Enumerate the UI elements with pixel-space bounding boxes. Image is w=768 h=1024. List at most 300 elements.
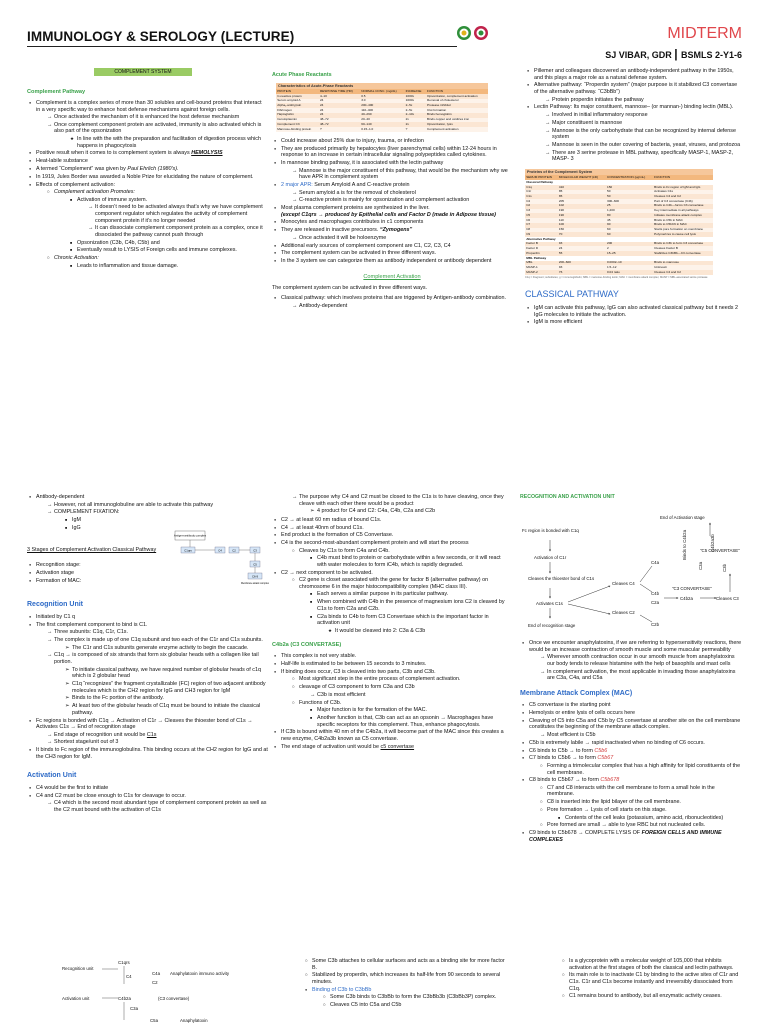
apr-table-grid [276, 89, 488, 132]
c4b2a-label: C4b2a [680, 596, 693, 602]
list-item: ● The complement system can be activated in three different ways. [272, 250, 512, 257]
table-cell: 200–400 [361, 103, 374, 108]
p3-c5a-label: C5a [150, 1018, 159, 1023]
list-item: ● C4 → at least 40nm of bound C1s. [272, 525, 508, 532]
mini-c1qrs: C1qrs [184, 548, 192, 553]
table-cell: Cleaves C4 and C2 [654, 269, 681, 274]
list-item: ■ Opsonization (C3b, C4b, C5b) and [68, 240, 267, 247]
table-cell: Opsonization, complement activation [427, 93, 478, 98]
table-cell: C1r [526, 189, 532, 194]
table-cell: Binds copper and oxidizes iron [427, 117, 470, 122]
table-cell: 100 [558, 222, 565, 227]
table-cell: C3 [526, 208, 531, 213]
list-item: ● C2 → next component to be activated. ○ C2 gene is closet associated with the gene for factor B (alternative pathway) on chromosome 6 in the major histocompatibility complex (MHC class III). ■ Each serves a similar purpose in its particular pathway. ■ When combined with C4b in the presence of magnesium ions C2 is cleaved by C1s to form C2a and C2b. ■ C2a binds to C4b to form C3 Convertase which is the important factor in activation unit ★ It would be cleaved into 2: C3a & C3b [272, 570, 508, 635]
author-line [605, 47, 742, 62]
list-item: ○ Chronic Activation: ■ Leads to inflammation and tissue damage. [45, 255, 267, 269]
table-cell: MBL [526, 260, 533, 265]
list-item: ● Initiated by C1 q [27, 614, 272, 621]
p3-anaph-label: Anaphylatoxin immuno activity [170, 971, 230, 976]
table-cell: Opsonization, lysis [427, 121, 453, 126]
list-item: → Mannose is the major constituent of this pathway, that would be the mechanism why we have APR in complement system [290, 168, 512, 181]
table-header-cell: SERUM PROTEIN [526, 175, 552, 180]
table-cell: 150 [606, 184, 613, 189]
table-cell: Unknown [654, 265, 668, 270]
table-cell: 50 [606, 194, 611, 198]
list-item: ■ Each serves a similar purpose in its particular pathway. [308, 591, 508, 598]
c2a-label: C2a [651, 600, 660, 606]
mini-c2: C2 [232, 548, 236, 553]
list-item: ■ IgM [63, 517, 272, 524]
table-cell: C-reactive protein [277, 93, 302, 98]
table-cell: 85 [558, 194, 563, 198]
list-item: → It can dissociate complement component protein as a complex, once it dissociated the pathway cannot push through [86, 225, 267, 238]
table-cell: 20–40 [361, 117, 370, 122]
apr-table [276, 83, 488, 132]
list-item: ● C9 binds to C5b678 → COMPLETE LYSIS OF FOREIGN CELLS AND IMMUNE COMPLEXES [520, 830, 742, 843]
c5-convertase-label: "C5 CONVERTASE" [700, 548, 740, 554]
list-item: ● Binding of C3b to C3bBb ○ Some C3b binds to C3bBb to form the C3bBb3b (C3bBb3P) complex. ○ Cleaves C5 into C5a and C5b [303, 987, 508, 1009]
list-item: ● Heat-labile substance [27, 158, 267, 165]
list-item: → There are 3 serine protease in MBL pathway, specifically MASP-1, MASP-2, MASP- 3 [543, 150, 743, 163]
table-header-cell: RESPONSE TIME (HR) [319, 88, 353, 93]
list-item: → End stage of recognition unit would be C1s [45, 732, 272, 739]
author-section: BSMLS 2-Y1-6 [680, 50, 742, 60]
table-cell: C1q [526, 184, 532, 189]
list-item: → C-reactive protein is mainly for opsonization and complement activation [290, 197, 512, 204]
table-cell: 15–25 [606, 250, 616, 255]
p3-c4a-label: C4a [152, 971, 161, 976]
table-cell: 90 [606, 222, 611, 227]
table-cell: C8 [526, 227, 531, 232]
table-cell: Cleaves C4 and C2 [654, 194, 681, 198]
list-item: → Major constituent is mannose [543, 120, 743, 127]
list-item: → In complement activation, the most applicable in invading those anaphylatoxins are C3a, C4a, and C5a [538, 669, 742, 682]
list-item: ➢ The C1r and C1s subunits generate enzyme activity to begin the cascade. [63, 645, 272, 652]
list-item: ■ Eventually result to LYSIS of Foreign cells and immune complexes. [68, 247, 267, 254]
proteins-table-footnote: C1q = Fragment; substitutes; g = immunoglobulin; MBL = mannose-binding lectin; MAC = membrane attack complex; MASP = MBL-associated serine protease [525, 275, 708, 279]
table-cell: 93 [558, 241, 563, 246]
table-cell: 2x [405, 121, 409, 126]
table-cell: Removal of cholesterol [427, 98, 459, 103]
list-item: ● Lectin Pathway: Its major constituent, mannose– (or mannan-) binding lectin (MBL). → Involved in initial inflammatory response → Major constituent is mannose → Mannose is the only carbohydrate that can be recognized by internal defense system → Mannose is seen in the outer covering of bacteria, yeast, viruses, and protozoa → There are 3 serine protease in MBL pathway, specifically MASP-1, MASP-2, MASP- 3 [525, 104, 743, 163]
list-item: ○ Forming a trimolecular complex that has a high affinity for lipid constituents of the cell membrane. [538, 763, 742, 776]
list-item: → Antibody-dependent [290, 303, 512, 310]
c4a-label: C4a [651, 560, 660, 566]
table-cell: 24 [319, 98, 324, 103]
list-item: ● In the 3 system we can categorize them as antibody independent or antibody dependent [272, 258, 512, 265]
list-item: ● Could increase about 25% due to injury, trauma, or infection [272, 138, 512, 145]
table-cell: 2 [606, 246, 609, 251]
table-cell: C9 [526, 231, 531, 236]
list-item: ○ cleavage of C3 component to form C3a and C3b → C3b is most efficient [290, 684, 508, 698]
table-cell: 48–72 [319, 121, 329, 126]
list-item: ★ In line with the with the preparation and facilitation of digestion process which happens in phagocytosis [68, 136, 267, 149]
midterm-label: MIDTERM [667, 25, 742, 42]
table-cell: 60–140 [361, 121, 372, 126]
table-cell: Mannose-binding protein [277, 126, 312, 131]
table-cell: Fibrinogen [277, 107, 292, 112]
table-cell: 0.0002–10 [606, 260, 622, 265]
table-cell: 24 [319, 107, 324, 112]
complement-activation-text: The complement system can be activated in three different ways. [272, 284, 428, 291]
list-item: ● 2 major APR: Serum Amyloid A and C-reactive protein → Serum amyloid a is for the removal of cholesterol → C-reactive protein is mainly for opsonization and complement activation [272, 182, 512, 204]
list-item: ● IgM is more efficient [525, 319, 743, 326]
list-item: ○ C1 remains bound to antibody, but all enzymatic activity ceases. [560, 993, 742, 1000]
stages-heading: 3 Stages of Complement Activation Classical Pathway [27, 547, 157, 554]
list-item: ● Formation of MAC: [27, 578, 147, 585]
p1-col3 [525, 68, 743, 327]
table-cell: Serum amyloid A [277, 98, 301, 103]
list-item: ● Once we encounter anaphylatoxins, if we are referring to hypersensitivity reactions, there would be an increase contraction of smooth muscle and some muscular permeability → Wherever smooth contraction occur in our smooth muscle from anaphylatoxins our body tends to release histamine with the help of basophils and mast cells → In complement activation, the most applicable in invading those anaphylatoxins are C3a, C4a, and C5a [520, 640, 742, 682]
p3-c4-label: C4 [126, 974, 132, 979]
mini-c3: C3 [253, 548, 257, 553]
table-cell: 2–10x [405, 112, 415, 117]
section-complement-pathway: Complement Pathway [27, 89, 86, 96]
table-cell: 55 [558, 250, 563, 255]
table-cell: C5 [526, 212, 531, 217]
table-cell: Complement activation [427, 126, 459, 131]
table-cell: Properdin [526, 250, 540, 255]
section-activation-unit: Activation Unit [27, 772, 77, 780]
table-cell: Initiates membrane attack complex [654, 212, 702, 217]
c3-convertase-label: "C3 CONVERTASE" [672, 586, 712, 592]
table-cell: Binds to C5bC6 in MAC [654, 222, 687, 227]
table-header-cell: PROTEIN [277, 88, 291, 93]
c2b-label: C2b [651, 622, 660, 628]
list-item: ● This complex is not very stable. [272, 653, 508, 660]
table-group-label: Classical Pathway [526, 179, 554, 184]
table-cell: Binds to C4b—forms C3 convertase [654, 203, 704, 208]
p3-col3 [560, 958, 742, 1001]
table-cell: Binds hemoglobin [427, 112, 452, 117]
p3-c2-label: C2 [152, 980, 158, 985]
table-cell: ? [405, 126, 408, 131]
list-item: ○ Stabilized by properdin, which increases its half-life from 90 seconds to several minutes. [303, 972, 508, 985]
list-item: ■ When combined with C4b in the presence of magnesium ions C2 is cleaved by C1s to form C2a and C2b. [308, 599, 508, 612]
table-cell: 3.0 [361, 98, 366, 103]
table-cell: C2 [526, 203, 531, 208]
table-cell: 80 [606, 212, 611, 217]
list-item: ○ Most significant step in the entire process of complement activation. [290, 676, 508, 683]
list-item: ○ Some C3b binds to C3bBb to form the C3bBb3b (C3bBb3P) complex. [321, 994, 508, 1001]
table-group-label: MBL Pathway [526, 255, 547, 260]
list-item: ➢ C1q “recognizes” the fragment crystallizable (FC) region of two adjacent antibody molecules which is the CH2 region for IgG and CH3 region for IgM [63, 681, 272, 694]
list-item: → Serum amyloid a is for the removal of cholesterol [290, 190, 512, 197]
list-item: → Most efficient is C5b [538, 732, 742, 739]
end-recognition-label: End of recognition stage [528, 623, 576, 629]
mini-c69: C6-9 [251, 574, 259, 579]
table-cell: 110 [558, 217, 564, 222]
fc-bonded-label: Fc region is bonded with C1q [522, 528, 579, 534]
list-item: ○ Pore formation → Lysis of cell starts on this stage. ■ Contents of the cell leaks (potassium, amino acid, ribonucleotides) [538, 807, 742, 821]
list-item: ● Alternative pathway: “Properdin system” (major purpose is it stabilized C3 convertase of the alternative pathway. “C3bBb”) → Protein properdin initiates the pathway [525, 82, 743, 103]
list-item: ● End product is the formation of C5 Convertase. [272, 532, 508, 539]
table-cell: 300–600 [606, 198, 620, 203]
list-item: → Once complement component protein are activated, immunity is also activated which is also part of the opsonization ★ In line with the with the preparation and facilitation of digestion process which happens in phagocytosis [45, 122, 267, 149]
list-item: ● C5b is extremely labile → rapid inactivated when no binding of C6 occurs. [520, 740, 742, 747]
table-cell: Clot formation [427, 107, 447, 112]
list-item: ○ Its main role is to inactivate C1 by binding to the active sites of C1r and C1s. C1r and C1s become instantly and irreversibly dissociated from C1q. [560, 972, 742, 992]
recognition-activation-diagram [520, 502, 742, 634]
list-item: ● They are produced primarily by hepatocytes (liver parenchymal cells) within 12-24 hours in response to an increase in certain intracellular signaling polypeptides called cytokines. [272, 146, 512, 159]
proteins-table [525, 169, 713, 279]
section-recognition-activation: RECOGNITION AND ACTIVATION UNIT [520, 494, 615, 500]
table-cell: Part of C3 convertase (C4b) [654, 198, 693, 203]
table-row [276, 127, 488, 132]
apr-table-caption: Characteristics of Acute-Phase Reactants [276, 83, 488, 90]
table-cell: 102 [558, 203, 565, 208]
author-name: SJ VIBAR, GDR [605, 50, 672, 60]
list-item: ● Half-life is estimated to be between 15 seconds to 3 minutes. [272, 661, 508, 668]
table-cell: MASP-1 [526, 265, 538, 270]
list-item: → C1q → is composed of six strands that form six globular heads with a collagen like tail portion. ➢ To initiate classical pathway, we have required number of globular heads of c1q which is 2 globular head ➢ C1q “recognizes” the fragment crystallizable (FC) region of two adjacent antibody molecules which is the CH2 region for IgG and CH3 region for IgM ➢ Binds to the Fc portion of the antibody. ➢ At least two of the globular heads of C1q must be bound to initiate the classical pathway. [45, 652, 272, 716]
table-cell: 190 [558, 208, 565, 213]
list-item: ● Most plasma complement proteins are synthesized in the liver. (except C1qrs → produced by Epithelial cells and Factor D (made in Adipose tissue) [272, 205, 512, 218]
list-item: ● IgM can activate this pathway, IgG can also activated classical pathway but it needs 2 IgG molecules to initiate the activation. [525, 305, 743, 318]
list-item: → COMPLEMENT FIXATION: ■ IgM ■ IgG [45, 509, 272, 531]
table-cell: 76 [558, 269, 563, 274]
table-cell: 2–5x [405, 103, 413, 108]
list-item: ● Positive result when it comes to is complement system is always HEMOLYSIS [27, 150, 267, 157]
table-cell: 85 [558, 189, 563, 194]
table-header-cell: NORMAL CONC. (mg/dL) [361, 88, 397, 93]
p2-col2 [272, 494, 508, 751]
list-item: ● C4 and C2 must be close enough to C1s for cleavage to occur. → C4 which is the second most abundant type of complement component protein as well as the C2 must bound with the activation of C1s [27, 793, 272, 814]
list-item: → It doesn’t need to be activated always that’s why we have complement component regulator which regulates the activity of complement component protein if it’s no longer needed [86, 204, 267, 224]
table-cell: 25 [606, 203, 611, 208]
list-item: → Protein properdin initiates the pathway [543, 97, 743, 104]
activation-unit-label: Activation unit [62, 996, 90, 1001]
list-item: ● Antibody-dependent → However, not all immunoglobuline are able to activate this pathway → COMPLEMENT FIXATION: ■ IgM ■ IgG [27, 494, 272, 531]
binds-c4b2a-label: Binds to C4b2a [682, 530, 687, 561]
table-cell: 1000x [405, 98, 415, 103]
list-item: ■ Major function is for the formation of the MAC. [308, 707, 508, 714]
list-item: → However, not all immunoglobuline are able to activate this pathway [45, 502, 272, 509]
list-item: ○ C7 and C8 interacts with the cell membrane to form a small hole in the membrane. [538, 785, 742, 798]
table-cell: 205 [558, 198, 565, 203]
list-item: ● C4 is the second-most-abundant complement protein and will start the process ○ Cleaves by C1s to form C4a and C4b. ■ C4b must bind to protein or carbohydrate within a few seconds, or it will react with water molecules to form iC4b, which is rapidly degraded. [272, 540, 508, 568]
list-item: → Once activated it will be holoenzyme [290, 235, 512, 242]
table-cell: 60 [606, 227, 611, 232]
list-item: ○ C2 gene is closet associated with the gene for factor B (alternative pathway) on chromosome 6 in the major histocompatibility complex (MHC class III). ■ Each serves a similar purpose in its particular pathway. ■ When combined with C4b in the presence of magnesium ions C2 is cleaved by C1s to form C2a and C2b. ■ C2a binds to C4b to form C3 Convertase which is the important factor in activation unit ★ It would be cleaved into 2: C3a & C3b [290, 577, 508, 634]
table-cell: MASP-2 [526, 269, 538, 274]
table-cell: 70 [558, 231, 563, 236]
list-item: ● C7 binds to C5b6 → to form C5b67 ○ Forming a trimolecular complex that has a high affinity for lipid constituents of the cell membrane. [520, 755, 742, 776]
list-item: ● C2 → at least 60 nm radius of bound C1s. [272, 517, 508, 524]
table-cell: C4 [526, 198, 531, 203]
list-item: ● Effects of complement activation: ○ Complement activation Promotes: ■ Activation of immune system. → It doesn’t need to be activated always that’s why we have complement component regulator which regulates the activity of complement component protein if it’s no longer needed → It can dissociate complement component protein as a complex, once it dissociated the pathway cannot push through ■ Opsonization (C3b, C4b, C5b) and ■ Eventually result to LYSIS of Foreign cells and immune complexes. ○ Chronic Activation: ■ Leads to inflammation and tissue damage. [27, 182, 267, 270]
list-item: ● C4 would be the first to initiate [27, 785, 272, 792]
list-item: ● The first complement component to bind is C1. → Three subunits: C1q, C1r, C1s. → The complex is made up of one C1q subunit and two each of the C1r and C1s subunits. ➢ The C1r and C1s subunits generate enzyme activity to begin the cascade. → C1q → is composed of six strands that form six globular heads with a collagen like tail portion. ➢ To initiate classical pathway, we have required number of globular heads of c1q which is 2 globular head ➢ C1q “recognizes” the fragment crystallizable (FC) region of two adjacent antibody molecules which is the CH2 region for IgG and CH3 region for IgM ➢ Binds to the Fc portion of the antibody. ➢ At least two of the globular heads of C1q must be bound to initiate the classical pathway. [27, 622, 272, 717]
page-header [27, 25, 742, 65]
list-item: ● They are released in inactive precursors. “Zymogens” → Once activated it will be holoenzyme [272, 227, 512, 241]
table-cell: 24 [319, 112, 324, 117]
table-cell: 0.04 ratio [606, 269, 620, 274]
p3-c3a-label: C3a [130, 1006, 139, 1011]
list-item: ○ Cleaves by C1s to form C4a and C4b. ■ C4b must bind to protein or carbohydrate within a few seconds, or it will react with water molecules to form iC4b, which is rapidly degraded. [290, 548, 508, 569]
section-complement-activation: Complement Activation [363, 273, 421, 280]
list-item: ➢ Binds to the Fc portion of the antibody. [63, 695, 272, 702]
author-divider: | [674, 47, 681, 61]
list-item: ● Fc regions is bonded with C1q → Activation of C1r → Cleaves the thioester bond of C1s → Activates C1s → End of recognition stage → End stage of recognition unit would be C1s → Shortest stage/unit out of 3 [27, 718, 272, 747]
table-cell: Factor B [526, 241, 538, 246]
table-cell: 110–400 [361, 107, 374, 112]
logo-icon [457, 25, 489, 41]
list-item: ● C6 binds to C5b → to form C5b6 [520, 748, 742, 755]
mini-c5: C5 [253, 562, 257, 567]
cleaves-c4-label: Cleaves C4 [612, 581, 635, 587]
table-cell: C1s [526, 194, 532, 198]
list-item: ■ C2a binds to C4b to form C3 Convertase which is the important factor in activation unit ★ It would be cleaved into 2: C3a & C3b [308, 614, 508, 635]
list-item: ● Recognition stage: [27, 562, 147, 569]
table-cell: 0.15–1.0 [361, 126, 374, 131]
document-title: IMMUNOLOGY & SEROLOGY (LECTURE) [27, 29, 295, 44]
list-item: ● In 1919, Jules Border was awarded a Noble Prize for elucidating the nature of complement. [27, 174, 267, 181]
table-cell: 24 [558, 246, 563, 251]
c3a-label: C3a [698, 562, 703, 571]
activates-c1s-label: Activates C1s [536, 601, 563, 607]
table-cell: Binds to mannose [654, 260, 679, 265]
table-cell: C6 [526, 217, 531, 222]
table-cell: C7 [526, 222, 531, 227]
list-item: ○ Cleaves C5 into C5a and C5b [321, 1002, 508, 1009]
list-item: ■ Leads to inflammation and tissue damage. [68, 263, 267, 270]
p3-c4b2a-label: C4b2a [118, 996, 131, 1001]
table-cell: Binds to Fc region of IgM and IgG [654, 184, 701, 189]
end-activation-label: End of Activation stage [660, 515, 705, 521]
list-item: ➢ To initiate classical pathway, we have required number of globular heads of c1q which is 2 globular head [63, 667, 272, 680]
mini-top-label: Antigen-antibody complex [173, 533, 207, 538]
list-item: → Mannose is the only carbohydrate that can be recognized by internal defense system [543, 128, 743, 141]
banner-complement-system: COMPLEMENT SYSTEM [94, 68, 192, 76]
p3-col2 [303, 958, 508, 1010]
proteins-table-grid [525, 175, 713, 274]
proteins-table-caption: Proteins of the Complement System [525, 169, 713, 176]
header-rule [27, 46, 457, 47]
list-item: → The purpose why C4 and C2 must be closed to the C1s is to have cleaving, once they cleave with each other there would be a product ➢ 4 product for C4 and C2: C4a, C4b, C2a and C2b [290, 494, 508, 515]
list-item: ○ Pore formed are small → able to lyse RBC but not nucleated cells. [538, 822, 742, 829]
table-header-cell: MOLECULAR WEIGHT (kD) [558, 175, 598, 180]
c3b-label: C3b [722, 564, 727, 573]
list-item: ● Classical pathway: which involves proteins that are triggered by Antigen-antibody combination. → Antibody-dependent [272, 295, 512, 309]
table-cell: Stabilizes C3bBb—C3 convertase [654, 250, 701, 255]
table-cell: 150 [558, 227, 565, 232]
table-cell: 45 [606, 217, 611, 222]
table-cell: 40–290 [361, 112, 372, 117]
table-cell: 50 [606, 189, 611, 194]
list-item: ○ Complement activation Promotes: ■ Activation of immune system. → It doesn’t need to be activated always that’s why we have complement component regulator which regulates the activity of complement component protein if it’s no longer needed → It can dissociate complement component protein as a complex, once it dissociated the pathway cannot push through ■ Opsonization (C3b, C4b, C5b) and ■ Eventually result to LYSIS of Foreign cells and immune complexes. [45, 189, 267, 254]
list-item: → The complex is made up of one C1q subunit and two each of the C1r and C1s subunits. ➢ The C1r and C1s subunits generate enzyme activity to begin the cascade. [45, 637, 272, 651]
p3-cascade-diagram [60, 958, 300, 1024]
list-item: → Mannose is seen in the outer covering of bacteria, yeast, viruses, and protozoa [543, 142, 743, 149]
mini-c4: C4 [218, 548, 222, 553]
table-cell: 2x [405, 117, 409, 122]
cleaves-thioester-label: Cleaves the thioester bond of C1s [528, 576, 595, 582]
p3-c3-conv-label: (C3 convertase) [158, 996, 190, 1001]
list-item: ● In mannose binding pathway, it is associated with the lectin pathway → Mannose is the major constituent of this pathway, that would be the mechanism why we have APR in complement system [272, 160, 512, 181]
stages-block [27, 535, 272, 587]
p3-c1qrs-label: C1qrs [118, 960, 130, 965]
p2-col3 [520, 494, 742, 845]
table-cell: 48–72 [319, 117, 329, 122]
list-item: ■ C4b must bind to protein or carbohydrate within a few seconds, or it will react with water molecules to form iC4b, which is rapidly degraded. [308, 555, 508, 568]
table-cell: Factor D [526, 246, 539, 251]
list-item: ● Monocytes and macrophages contributes in c1 components [272, 219, 512, 226]
list-item: ➢ At least two of the globular heads of C1q must be bound to initiate the classical pathway. [63, 703, 272, 716]
table-cell: 4–10 [319, 93, 327, 98]
mini-cascade-diagram [165, 529, 270, 587]
table-cell: Activates C1s [654, 189, 674, 194]
table-cell: Haptoglobin [277, 112, 294, 117]
cleaves-c3-label: Cleaves C3 [716, 596, 739, 602]
activation-c1r-label: Activation of C1r [534, 555, 567, 561]
table-group-label: Alternative Pathway [526, 236, 556, 241]
list-item: → C4 which is the second most abundant type of complement component protein as well as the C2 must bound with the activation of C1s [45, 800, 272, 813]
list-item: ● If C3b is bound within 40 nm of the C4b2a, it will become part of the MAC since this creates a new enzyme, C4b2a3b known as C5 convertase. [272, 729, 508, 742]
table-cell: 93 [558, 265, 563, 270]
list-item: ○ Functions of C3b. ■ Major function is for the formation of the MAC. ■ Another function is that, C3b can act as an opsonin → Macrophages have specific receptors for this complement. Thus, enhance phagocytosis. [290, 700, 508, 729]
table-cell: 200 [606, 241, 613, 246]
mini-mac: Membrane attack complex [240, 582, 270, 586]
table-cell: Complement C3 [277, 121, 300, 126]
list-item: → Shortest stage/unit out of 3 [45, 739, 272, 746]
section-mac: Membrane Attack Complex (MAC) [520, 689, 633, 697]
table-cell: Key intermediate in all pathways [654, 208, 699, 213]
table-cell: 0.5 [361, 93, 366, 98]
list-item: → Once activated the mechanism of it is enhanced the host defense mechanism [45, 114, 267, 121]
list-item: ● Pillemer and colleagues discovered an antibody-independent pathway in the 1950s, and this plays a major role as a natural defense system. [525, 68, 743, 81]
list-item: ● Hemolysis or entire lysis of cells occurs here [520, 710, 742, 717]
p1-col1 [27, 68, 267, 271]
table-cell: 60 [606, 231, 611, 236]
table-cell: Alpha₁-antitrypsin [277, 103, 302, 108]
p1-col2 [272, 72, 512, 311]
list-item: ● It binds to Fc region of the immunoglobulins. This binding occurs at the CH2 region for IgG and at the CH3 region for IgM. [27, 747, 272, 760]
list-item: → C3b is most efficient [308, 692, 508, 699]
section-classical-pathway: CLASSICAL PATHWAY [525, 289, 619, 300]
table-cell: Starts pore formation on membrane [654, 227, 704, 232]
table-cell: Cleaves Factor B [654, 246, 678, 251]
section-acute-phase-reactants: Acute Phase Reactants [272, 72, 332, 78]
table-header-cell: CONCENTRATION (µg/mL) [606, 175, 646, 180]
list-item: ○ Is a glycoprotein with a molecular weight of 105,000 that inhibits activation at the first stages of both the classical and lectin pathways. [560, 958, 742, 971]
table-cell: 190 [558, 212, 565, 217]
recognition-unit-label: Recognition unit [62, 966, 94, 971]
table-cell: Protease inhibitor [427, 103, 452, 108]
table-header-cell: FUNCTION [427, 88, 443, 93]
list-item: ● Complement is a complex series of more than 30 solubles and cell-bound proteins that interact in a very specific way to enhance host defense mechanisms against foreign cells. → Once activated the mechanism of it is enhanced the host defense mechanism → Once complement component protein are activated, immunity is also activated which is also part of the opsonization ★ In line with the with the preparation and facilitation of digestion process which happens in phagocytosis [27, 100, 267, 149]
table-cell: 1,200 [606, 208, 615, 213]
list-item: ● C8 binds to C5b67 → to form C5b678 ○ C7 and C8 interacts with the cell membrane to form a small hole in the membrane. ○ C8 is inserted into the lipid bilayer of the cell membrane. ○ Pore formation → Lysis of cell starts on this stage. ■ Contents of the cell leaks (potassium, amino acid, ribonucleotides) ○ Pore formed are small → able to lyse RBC but not nucleated cells. [520, 777, 742, 829]
list-item: ○ Some C3b attaches to cellular surfaces and acts as a binding site for more factor B. [303, 958, 508, 971]
c4b2a3b-label: C4b2a3b [710, 534, 715, 553]
table-header-cell: INCREASE [405, 88, 422, 93]
list-item: ➢ 4 product for C4 and C2: C4a, C4b, C2a and C2b [308, 508, 508, 515]
section-recognition-unit: Recognition Unit [27, 601, 83, 609]
list-item: ● Additional early sources of complement component are C1, C2, C3, C4 [272, 243, 512, 250]
list-item: ○ C8 is inserted into the lipid bilayer of the cell membrane. [538, 799, 742, 806]
list-item: ■ IgG [63, 525, 272, 532]
list-item: ■ Activation of immune system. → It doesn’t need to be activated always that’s why we have complement component regulator which regulates the activity of complement component protein if it’s no longer needed → It can dissociate complement component protein as a complex, once it dissociated the pathway cannot push through [68, 197, 267, 239]
table-cell: Binds to C5b in MAC [654, 217, 683, 222]
list-item: ● Cleaving of C5 into C5a and C5b by C5 convertase at another site on the cell membrane constitutes the beginning of the membrane attack complex. → Most efficient is C5b [520, 718, 742, 739]
list-item: ■ Contents of the cell leaks (potassium, amino acid, ribonucleotides) [556, 815, 742, 822]
cleaves-c2-label: Cleaves C2 [612, 610, 635, 616]
list-item: → Involved in initial inflammatory response [543, 112, 743, 119]
list-item: ★ It would be cleaved into 2: C3a & C3b [326, 628, 508, 635]
c4b-label: C4b [651, 591, 660, 597]
list-item: → Three subunits: C1q, C1r, C1s. [45, 629, 272, 636]
